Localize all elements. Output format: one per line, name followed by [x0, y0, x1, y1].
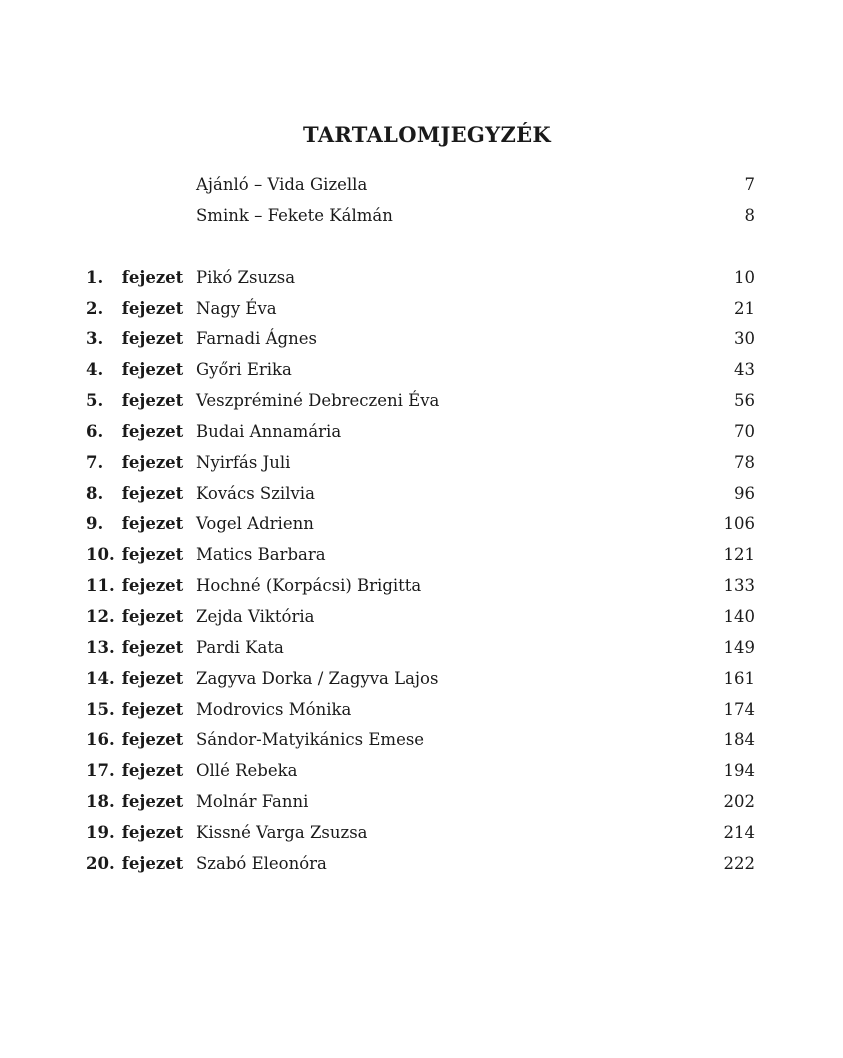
chapter-page: 43 — [734, 360, 755, 379]
chapter-page: 70 — [734, 422, 755, 441]
chapter-page: 10 — [734, 268, 755, 287]
toc-chapter-row — [0, 482, 843, 506]
toc-entry-name: Ajánló – Vida Gizella — [196, 175, 368, 194]
chapter-page: 30 — [734, 329, 755, 348]
chapter-author: Vogel Adrienn — [196, 514, 314, 533]
chapter-author: Molnár Fanni — [196, 792, 309, 811]
chapter-author: Zejda Viktória — [196, 607, 315, 626]
chapter-page: 133 — [723, 576, 755, 595]
toc-entry — [0, 204, 843, 228]
chapter-label: 4. fejezet — [86, 360, 184, 379]
chapter-page: 194 — [723, 761, 755, 780]
chapter-page: 140 — [723, 607, 755, 626]
chapter-author: Veszpréminé Debreczeni Éva — [196, 391, 440, 410]
chapter-author: Nagy Éva — [196, 299, 277, 318]
chapter-page: 96 — [734, 484, 755, 503]
toc-chapter-row — [0, 327, 843, 351]
chapter-label: 1. fejezet — [86, 268, 184, 287]
chapter-author: Modrovics Mónika — [196, 700, 352, 719]
chapter-label: 3. fejezet — [86, 329, 184, 348]
chapter-author: Sándor-Matyikánics Emese — [196, 730, 425, 749]
page-title: TARTALOMJEGYZÉK — [303, 122, 551, 147]
chapter-page: 174 — [723, 700, 755, 719]
toc-chapter-row — [0, 667, 843, 691]
chapter-label: 12. fejezet — [86, 607, 184, 626]
chapter-page: 56 — [734, 391, 755, 410]
chapter-label: 6. fejezet — [86, 422, 184, 441]
chapter-author: Farnadi Ágnes — [196, 329, 317, 348]
toc-chapter-row — [0, 605, 843, 629]
toc-chapter-row — [0, 389, 843, 413]
chapter-author: Pardi Kata — [196, 638, 284, 657]
chapter-page: 21 — [734, 299, 755, 318]
chapter-author: Kissné Varga Zsuzsa — [196, 823, 368, 842]
toc-chapter-row — [0, 297, 843, 321]
chapter-author: Budai Annamária — [196, 422, 342, 441]
toc-chapter-row — [0, 698, 843, 722]
toc-chapter-row — [0, 574, 843, 598]
toc-chapter-row — [0, 790, 843, 814]
chapter-label: 19. fejezet — [86, 823, 184, 842]
chapter-author: Nyirfás Juli — [196, 453, 291, 472]
toc-chapter-row — [0, 852, 843, 876]
chapter-page: 106 — [723, 514, 755, 533]
chapter-page: 202 — [723, 792, 755, 811]
toc-chapter-row — [0, 759, 843, 783]
toc-entry-page: 7 — [744, 175, 755, 194]
chapter-page: 121 — [723, 545, 755, 564]
chapter-label: 17. fejezet — [86, 761, 184, 780]
chapter-page: 184 — [723, 730, 755, 749]
chapter-page: 214 — [723, 823, 755, 842]
chapter-author: Zagyva Dorka / Zagyva Lajos — [196, 669, 439, 688]
toc-chapter-row — [0, 543, 843, 567]
chapter-author: Matics Barbara — [196, 545, 326, 564]
toc-entry — [0, 173, 843, 197]
chapter-page: 161 — [723, 669, 755, 688]
chapter-author: Győri Erika — [196, 360, 292, 379]
chapter-page: 149 — [723, 638, 755, 657]
toc-chapter-row — [0, 358, 843, 382]
toc-chapter-row — [0, 512, 843, 536]
chapter-label: 8. fejezet — [86, 484, 184, 503]
toc-chapter-row — [0, 636, 843, 660]
chapter-label: 14. fejezet — [86, 669, 184, 688]
chapter-label: 18. fejezet — [86, 792, 184, 811]
chapter-page: 222 — [723, 854, 755, 873]
toc-entry-name: Smink – Fekete Kálmán — [196, 206, 393, 225]
chapter-label: 5. fejezet — [86, 391, 184, 410]
chapter-page: 78 — [734, 453, 755, 472]
toc-entry-page: 8 — [744, 206, 755, 225]
chapter-author: Pikó Zsuzsa — [196, 268, 296, 287]
chapter-label: 16. fejezet — [86, 730, 184, 749]
chapter-author: Szabó Eleonóra — [196, 854, 327, 873]
chapter-label: 15. fejezet — [86, 700, 184, 719]
toc-chapter-row — [0, 821, 843, 845]
chapter-label: 13. fejezet — [86, 638, 184, 657]
chapter-author: Ollé Rebeka — [196, 761, 298, 780]
toc-chapter-row — [0, 728, 843, 752]
chapter-label: 9. fejezet — [86, 514, 184, 533]
chapter-label: 7. fejezet — [86, 453, 184, 472]
toc-chapter-row — [0, 451, 843, 475]
toc-chapter-row — [0, 420, 843, 444]
chapter-author: Kovács Szilvia — [196, 484, 315, 503]
chapter-author: Hochné (Korpácsi) Brigitta — [196, 576, 422, 595]
toc-chapter-row — [0, 266, 843, 290]
chapter-label: 20. fejezet — [86, 854, 184, 873]
chapter-label: 11. fejezet — [86, 576, 184, 595]
chapter-label: 10. fejezet — [86, 545, 184, 564]
chapter-label: 2. fejezet — [86, 299, 184, 318]
